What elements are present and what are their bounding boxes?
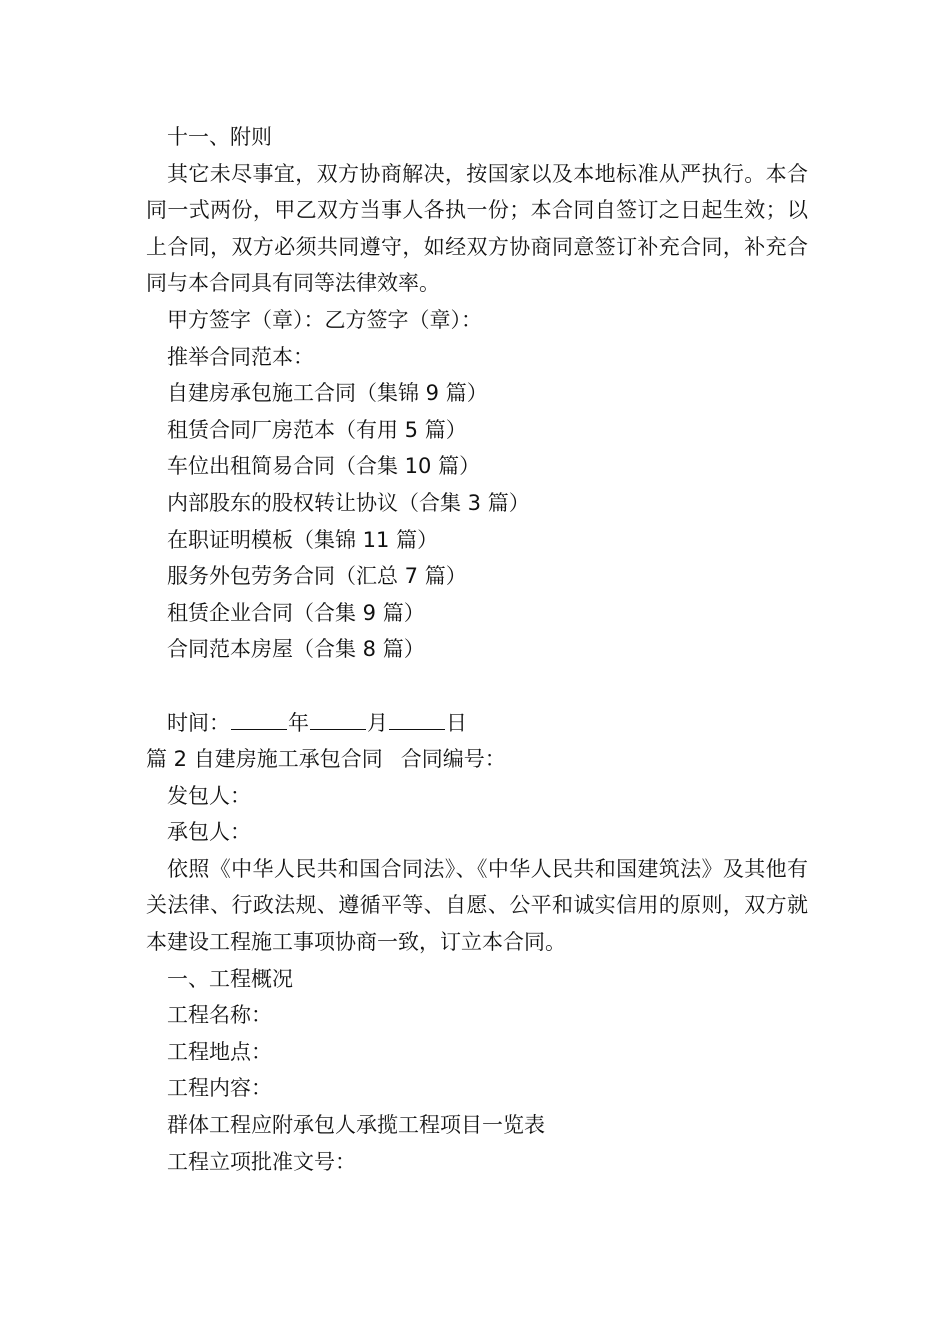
project-field: 工程名称：	[167, 1003, 272, 1028]
recommended-link[interactable]: 服务外包劳务合同（汇总 7 篇）	[167, 564, 467, 589]
day-blank	[389, 707, 445, 730]
recommended-link[interactable]: 在职证明模板（集锦 11 篇）	[167, 527, 439, 552]
appendix-heading: 十一、附则	[167, 125, 272, 149]
year-blank	[231, 707, 287, 730]
section1-heading: 一、工程概况	[167, 966, 293, 991]
recommended-link[interactable]: 内部股东的股权转让协议（合集 3 篇）	[167, 490, 530, 515]
blank-line	[146, 668, 808, 705]
project-field: 工程内容：	[167, 1076, 272, 1101]
employer-label: 发包人：	[167, 783, 251, 808]
contractor-label: 承包人：	[167, 820, 251, 845]
day-label: 日	[446, 710, 467, 735]
appendix-paragraph: 其它未尽事宜，双方协商解决，按国家以及本地标准从严执行。本合同一式两份，甲乙双方当事人各执一份；本合同自签订之日起生效；以上合同，双方必须共同遵守，如经双方协商同意签订补充合同，补充合同与本合同具有同等法律效率。	[146, 161, 808, 296]
recommended-link[interactable]: 合同范本房屋（合集 8 篇）	[167, 637, 425, 662]
project-field: 群体工程应附承包人承揽工程项目一览表	[167, 1113, 545, 1138]
recommended-heading: 推举合同范本：	[167, 344, 314, 369]
contract-number-label: 合同编号：	[400, 747, 506, 772]
contract2-title-line	[146, 741, 808, 778]
recommended-link[interactable]: 租赁企业合同（合集 9 篇）	[167, 600, 425, 625]
recommended-link[interactable]: 自建房承包施工合同（集锦 9 篇）	[167, 381, 488, 406]
date-label: 时间：	[167, 710, 230, 735]
date-line	[146, 705, 808, 742]
contract2-title: 篇 2 自建房施工承包合同	[146, 747, 383, 772]
basis-paragraph: 依照《中华人民共和国合同法》、《中华人民共和国建筑法》及其他有关法律、行政法规、遵循平等、自愿、公平和诚实信用的原则，双方就本建设工程施工事项协商一致，订立本合同。	[146, 856, 808, 955]
project-field: 工程立项批准文号：	[167, 1149, 356, 1174]
month-label: 月	[367, 710, 388, 735]
project-field: 工程地点：	[167, 1039, 272, 1064]
recommended-link[interactable]: 车位出租简易合同（合集 10 篇）	[167, 454, 481, 479]
document-body	[146, 119, 808, 1180]
signature-line: 甲方签字（章）：乙方签字（章）：	[167, 307, 482, 332]
month-blank	[310, 707, 366, 730]
recommended-link[interactable]: 租赁合同厂房范本（有用 5 篇）	[167, 417, 467, 442]
year-label: 年	[288, 710, 309, 735]
recommended-list	[146, 375, 808, 668]
